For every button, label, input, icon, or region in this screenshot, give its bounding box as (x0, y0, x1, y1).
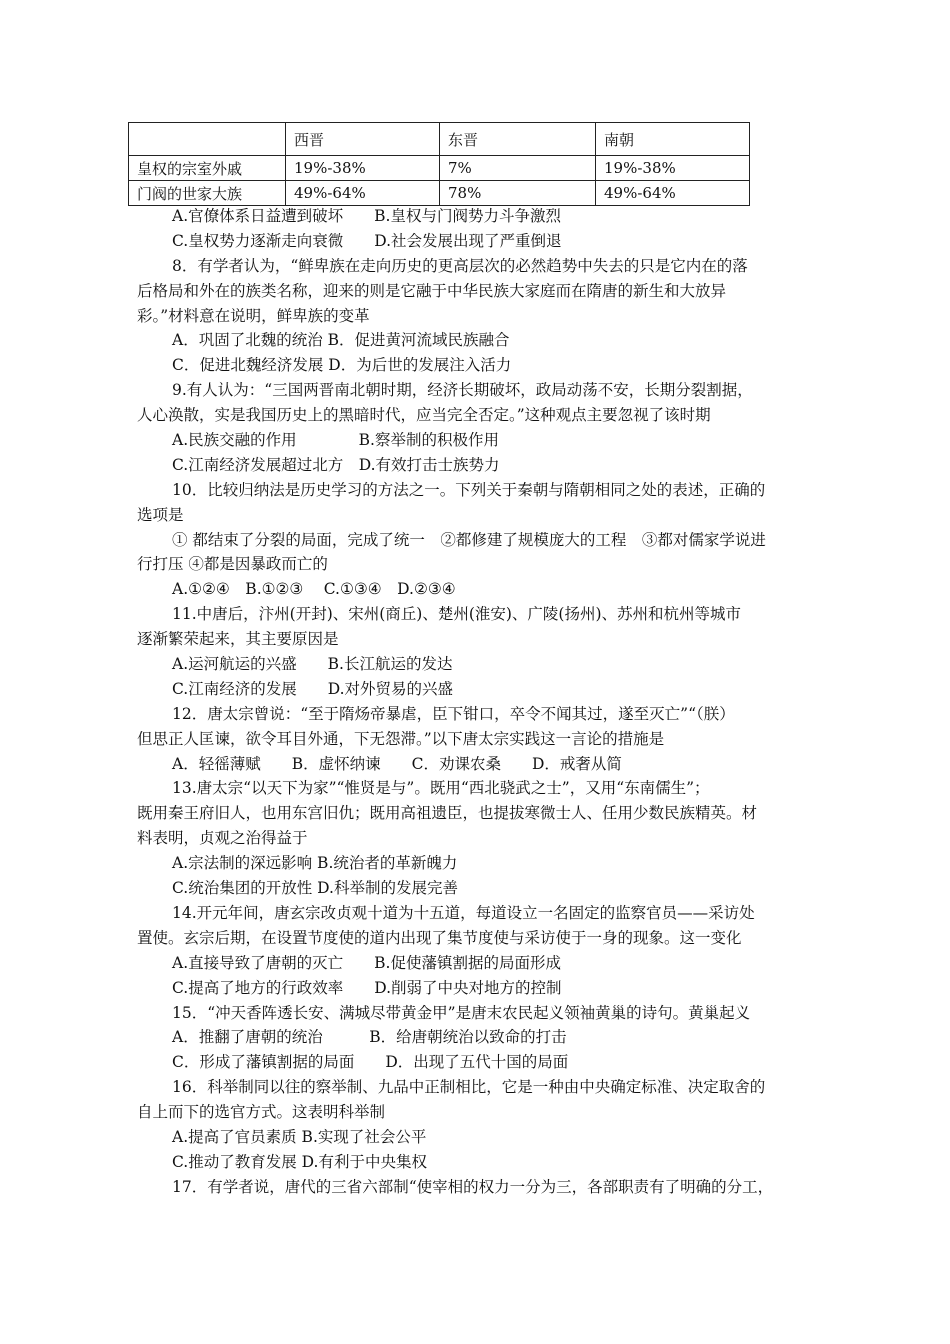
text-line: A.宗法制的深远影响 B.统治者的革新魄力 (172, 854, 458, 873)
question-text (137, 204, 827, 1200)
table-cell: 49%-64% (596, 181, 750, 206)
text-line: 选项是 (137, 505, 184, 524)
text-line: 既用秦王府旧人，也用东宫旧仇；既用高祖遗臣，也提拔寒微士人、任用少数民族精英。材 (137, 804, 758, 823)
text-line: 14.开元年间，唐玄宗改贞观十道为十五道，每道设立一名固定的监察官员——采访处 (172, 903, 755, 922)
text-line: 8．有学者认为，“鲜卑族在走向历史的更高层次的必然趋势中失去的只是它内在的落 (172, 256, 748, 275)
table-cell: 78% (440, 181, 596, 206)
text-line: 彩。”材料意在说明，鲜卑族的变革 (137, 306, 370, 325)
text-line: 后格局和外在的族类名称，迎来的则是它融于中华民族大家庭而在隋唐的新生和大放异 (137, 281, 727, 300)
text-line: ① 都结束了分裂的局面，完成了统一 ②都修建了规模庞大的工程 ③都对儒家学说进 (172, 530, 766, 549)
text-line: 9.有人认为：“三国两晋南北朝时期，经济长期破坏，政局动荡不安，长期分裂割据， (172, 381, 753, 400)
text-line: 但思正人匡谏，欲令耳目外通，下无怨滞。”以下唐太宗实践这一言论的措施是 (137, 729, 665, 748)
text-line: A．推翻了唐朝的统治 B．给唐朝统治以致命的打击 (172, 1028, 567, 1047)
table-cell: 49%-64% (286, 181, 440, 206)
text-line: 17．有学者说，唐代的三省六部制“使宰相的权力一分为三，各部职责有了明确的分工， (172, 1177, 774, 1196)
text-line: 12．唐太宗曾说：“至于隋炀帝暴虐，臣下钳口，卒令不闻其过，遂至灭亡”“（朕） (172, 704, 735, 723)
text-line: A.民族交融的作用 B.察举制的积极作用 (172, 431, 499, 450)
text-line: 人心涣散，实是我国历史上的黑暗时代，应当完全否定。”这种观点主要忽视了该时期 (137, 406, 711, 425)
table-cell: 19%-38% (596, 156, 750, 181)
text-line: 逐渐繁荣起来，其主要原因是 (137, 630, 339, 649)
text-line: C.皇权势力逐渐走向衰微 D.社会发展出现了严重倒退 (172, 231, 562, 250)
text-line: A.①②④ B.①②③ C.①③④ D.②③④ (172, 580, 456, 599)
text-line: A.提高了官员素质 B.实现了社会公平 (172, 1127, 427, 1146)
table-row (129, 181, 750, 206)
table-cell: 皇权的宗室外戚 (129, 156, 286, 181)
table-cell: 19%-38% (286, 156, 440, 181)
table-header-cell (129, 123, 286, 156)
table-cell: 7% (440, 156, 596, 181)
data-table (128, 122, 750, 206)
table-header-cell: 西晋 (286, 123, 440, 156)
text-line: A.运河航运的兴盛 B.长江航运的发达 (172, 655, 453, 674)
text-line: C．促进北魏经济发展 D．为后世的发展注入活力 (172, 356, 512, 375)
table-row (129, 156, 750, 181)
text-line: 行打压 ④都是因暴政而亡的 (137, 555, 328, 574)
text-line: C.推动了教育发展 D.有利于中央集权 (172, 1152, 427, 1171)
text-line: 10．比较归纳法是历史学习的方法之一。下列关于秦朝与隋朝相同之处的表述，正确的 (172, 480, 766, 499)
table-header-cell: 南朝 (596, 123, 750, 156)
text-line: A.直接导致了唐朝的灭亡 B.促使藩镇割据的局面形成 (172, 953, 561, 972)
text-line: A.官僚体系日益遭到破坏 B.皇权与门阀势力斗争激烈 (172, 207, 561, 225)
table-cell: 门阀的世家大族 (129, 181, 286, 206)
text-line: C.统治集团的开放性 D.科举制的发展完善 (172, 879, 458, 898)
text-line: 料表明，贞观之治得益于 (137, 829, 308, 848)
text-line: C.提高了地方的行政效率 D.削弱了中央对地方的控制 (172, 978, 562, 997)
text-line: A．巩固了北魏的统治 B．促进黄河流域民族融合 (172, 331, 510, 350)
text-line: 11.中唐后，汴州(开封)、宋州(商丘)、楚州(淮安)、广陵(扬州)、苏州和杭州等城市 (172, 605, 742, 624)
text-line: C.江南经济的发展 D.对外贸易的兴盛 (172, 679, 454, 698)
text-line: 15．“冲天香阵透长安、满城尽带黄金甲”是唐末农民起义领袖黄巢的诗句。黄巢起义 (172, 1003, 751, 1022)
text-line: A．轻徭薄赋 B．虚怀纳谏 C．劝课农桑 D．戒奢从简 (172, 754, 622, 773)
text-line: 13.唐太宗“以天下为家”“惟贤是与”。既用“西北骁武之士”，又用“东南儒生”； (172, 779, 710, 798)
text-line: 置使。玄宗后期，在设置节度使的道内出现了集节度使与采访使于一身的现象。这一变化 (137, 928, 742, 947)
text-line: 自上而下的选官方式。这表明科举制 (137, 1103, 386, 1122)
text-line: 16．科举制同以往的察举制、九品中正制相比，它是一种由中央确定标准、决定取舍的 (172, 1078, 766, 1097)
table-header-cell: 东晋 (440, 123, 596, 156)
text-line: C.江南经济发展超过北方 D.有效打击士族势力 (172, 455, 500, 474)
text-line: C．形成了藩镇割据的局面 D．出现了五代十国的局面 (172, 1053, 569, 1072)
table-header-row (129, 123, 750, 156)
